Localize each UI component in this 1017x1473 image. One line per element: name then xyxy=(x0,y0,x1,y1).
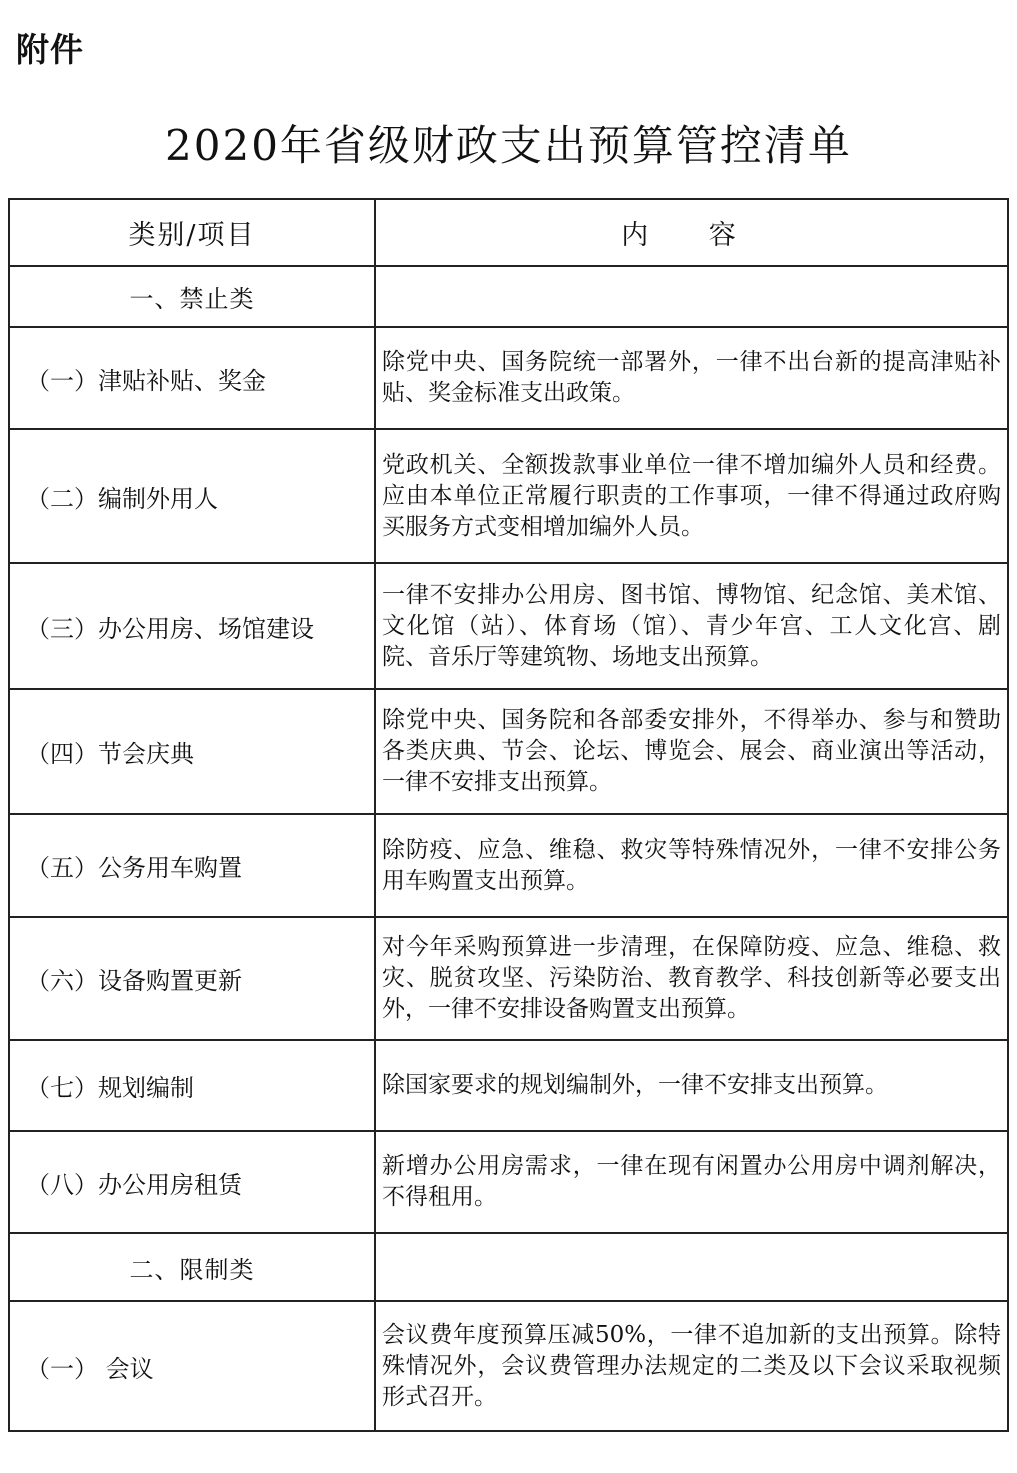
table-row xyxy=(9,563,1008,689)
item-category: （一）津贴补贴、奖金 xyxy=(9,327,375,429)
table-row xyxy=(9,1131,1008,1233)
table-row xyxy=(9,1040,1008,1131)
item-category: （五）公务用车购置 xyxy=(9,814,375,917)
item-content: 会议费年度预算压减50%，一律不追加新的支出预算。除特殊情况外，会议费管理办法规定的二类及以下会议采取视频形式召开。 xyxy=(375,1301,1008,1431)
section-content xyxy=(375,266,1008,327)
attachment-label: 附件 xyxy=(16,30,84,69)
item-category: （三）办公用房、场馆建设 xyxy=(9,563,375,689)
item-content: 除党中央、国务院和各部委安排外，不得举办、参与和赞助各类庆典、节会、论坛、博览会、展会、商业演出等活动，一律不安排支出预算。 xyxy=(375,689,1008,814)
item-category: （一） 会议 xyxy=(9,1301,375,1431)
header-content: 内 容 xyxy=(375,199,1008,266)
item-category: （四）节会庆典 xyxy=(9,689,375,814)
section-content xyxy=(375,1233,1008,1301)
table-row xyxy=(9,917,1008,1040)
header-category: 类别/项目 xyxy=(9,199,375,266)
item-content: 一律不安排办公用房、图书馆、博物馆、纪念馆、美术馆、文化馆（站）、体育场（馆）、青少年宫、工人文化宫、剧院、音乐厅等建筑物、场地支出预算。 xyxy=(375,563,1008,689)
item-content: 除国家要求的规划编制外，一律不安排支出预算。 xyxy=(375,1040,1008,1131)
table-row xyxy=(9,429,1008,563)
table-row xyxy=(9,689,1008,814)
table-header-row xyxy=(9,199,1008,266)
item-category: （六）设备购置更新 xyxy=(9,917,375,1040)
section-row-prohibited xyxy=(9,266,1008,327)
item-content: 对今年采购预算进一步清理，在保障防疫、应急、维稳、救灾、脱贫攻坚、污染防治、教育教学、科技创新等必要支出外，一律不安排设备购置支出预算。 xyxy=(375,917,1008,1040)
document-title: 2020年省级财政支出预算管控清单 xyxy=(165,121,852,170)
item-content: 党政机关、全额拨款事业单位一律不增加编外人员和经费。应由本单位正常履行职责的工作事项，一律不得通过政府购买服务方式变相增加编外人员。 xyxy=(375,429,1008,563)
section-title: 二、限制类 xyxy=(9,1233,375,1301)
table-row xyxy=(9,327,1008,429)
item-content: 除党中央、国务院统一部署外，一律不出台新的提高津贴补贴、奖金标准支出政策。 xyxy=(375,327,1008,429)
budget-control-table xyxy=(8,198,1009,1432)
table-row xyxy=(9,814,1008,917)
item-category: （七）规划编制 xyxy=(9,1040,375,1131)
table-row xyxy=(9,1301,1008,1431)
item-category: （二）编制外用人 xyxy=(9,429,375,563)
item-content: 除防疫、应急、维稳、救灾等特殊情况外，一律不安排公务用车购置支出预算。 xyxy=(375,814,1008,917)
section-row-restricted xyxy=(9,1233,1008,1301)
section-title: 一、禁止类 xyxy=(9,266,375,327)
item-content: 新增办公用房需求，一律在现有闲置办公用房中调剂解决，不得租用。 xyxy=(375,1131,1008,1233)
item-category: （八）办公用房租赁 xyxy=(9,1131,375,1233)
